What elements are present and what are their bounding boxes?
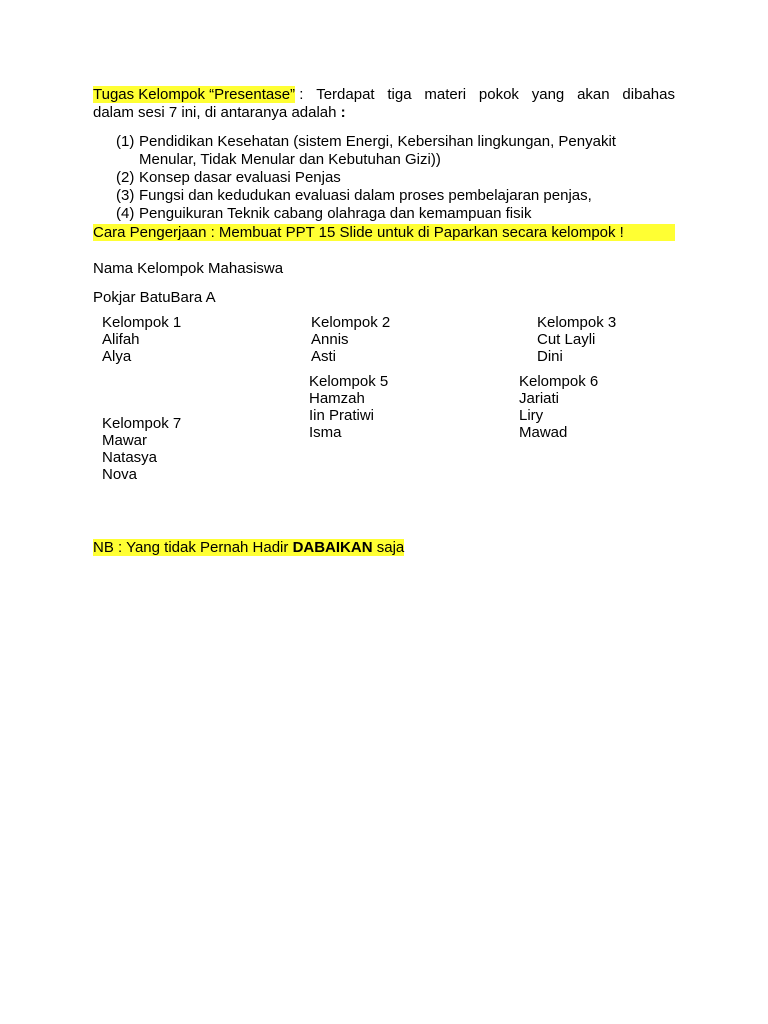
intro-line-2-colon: : <box>336 104 346 121</box>
group-member: Alifah <box>102 331 140 348</box>
group-card <box>102 314 181 367</box>
intro-line-2 <box>93 104 675 122</box>
group-member: Iin Pratiwi <box>309 407 375 424</box>
class-name: Pokjar BatuBara A <box>93 289 216 306</box>
group-member: Natasya <box>102 449 158 466</box>
group-member: Hamzah <box>309 390 365 407</box>
group-card <box>102 415 181 483</box>
group-title: Kelompok 1 <box>102 314 182 331</box>
list-text: Pendidikan Kesehatan (sistem Energi, Kebersihan lingkungan, Penyakit Menular, Tidak Menular dan Kebutuhan Gizi)) <box>139 133 616 168</box>
topic-list <box>116 133 676 223</box>
assignment-label: Tugas Kelompok “Presentase” <box>93 86 296 103</box>
list-text: Konsep dasar evaluasi Penjas <box>139 169 341 186</box>
group-member: Alya <box>102 348 132 365</box>
group-member: Isma <box>309 424 342 441</box>
group-member: Mawar <box>102 432 148 449</box>
list-text: Penguikuran Teknik cabang olahraga dan kemampuan fisik <box>139 205 532 222</box>
intro-colon: : <box>299 86 304 103</box>
list-number: (4) <box>116 205 135 222</box>
group-title: Kelompok 2 <box>311 314 391 331</box>
group-member: Jariati <box>519 390 560 407</box>
group-card <box>309 373 388 441</box>
list-item <box>116 133 676 169</box>
intro-word: yang <box>531 86 565 103</box>
list-text: Fungsi dan kedudukan evaluasi dalam proses pembelajaran penjas, <box>139 187 592 204</box>
group-title: Kelompok 3 <box>537 314 617 331</box>
list-item <box>116 187 676 205</box>
list-number: (2) <box>116 169 135 186</box>
section-title: Nama Kelompok Mahasiswa <box>93 260 284 277</box>
intro-word: materi <box>424 86 467 103</box>
group-card <box>537 314 616 367</box>
intro-word: dibahas <box>622 86 675 103</box>
intro-word: akan <box>577 86 610 103</box>
group-card <box>519 373 598 441</box>
task-instruction: Cara Pengerjaan : Membuat PPT 15 Slide untuk di Paparkan secara kelompok ! <box>93 224 675 241</box>
group-member: Dini <box>537 348 563 365</box>
note-suffix: saja <box>372 539 405 556</box>
note-prefix: NB : Yang tidak Pernah Hadir <box>93 539 293 556</box>
group-member: Annis <box>311 331 349 348</box>
group-member: Mawad <box>519 424 568 441</box>
note-emphasis: DABAIKAN <box>292 539 373 556</box>
list-number: (3) <box>116 187 135 204</box>
intro-line-2-text: dalam sesi 7 ini, di antaranya adalah <box>93 104 337 121</box>
group-member: Nova <box>102 466 138 483</box>
intro-word: tiga <box>387 86 412 103</box>
intro-line-1 <box>93 86 675 104</box>
list-item <box>116 169 676 187</box>
group-member: Liry <box>519 407 544 424</box>
group-title: Kelompok 5 <box>309 373 389 390</box>
group-member: Asti <box>311 348 337 365</box>
intro-word: Terdapat <box>316 86 375 103</box>
group-member: Cut Layli <box>537 331 596 348</box>
group-card <box>311 314 390 367</box>
intro-paragraph <box>93 86 675 122</box>
group-title: Kelompok 6 <box>519 373 599 390</box>
list-number: (1) <box>116 133 135 150</box>
list-item <box>116 205 676 223</box>
intro-word: pokok <box>478 86 519 103</box>
attendance-note <box>93 539 404 556</box>
group-title: Kelompok 7 <box>102 415 182 432</box>
